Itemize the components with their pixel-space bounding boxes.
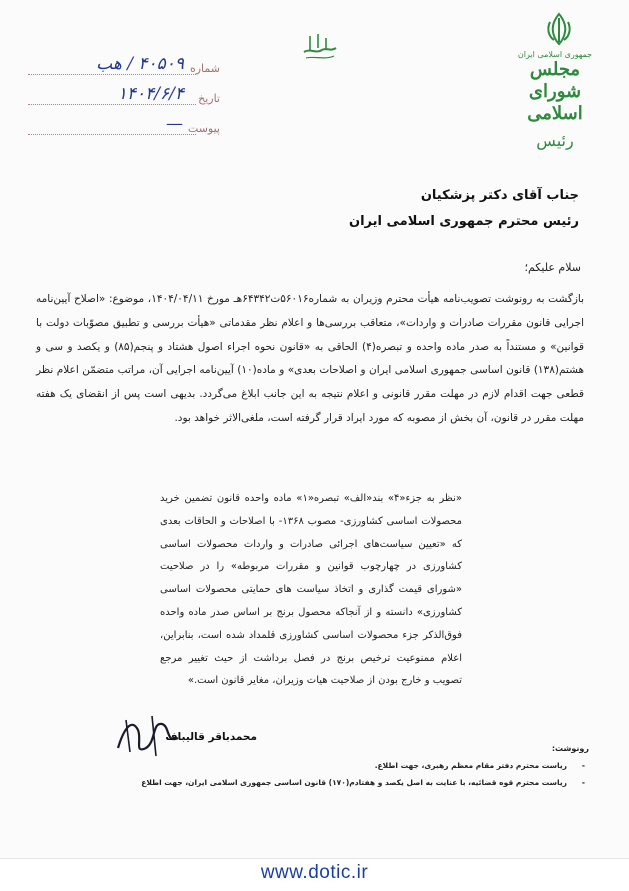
meta-attachment-row — [20, 116, 220, 146]
meta-date-row — [20, 86, 220, 116]
cc-item: - ریاست محترم دفتر مقام معظم رهبری، جهت اطلاع. — [29, 757, 589, 774]
meta-number-dots — [28, 74, 196, 75]
quoted-opinion: «نظر به جزء«۴» بند«الف» تبصره«۱» ماده واحده قانون تضمین خرید محصولات اساسی کشاورزی- مصوب ۱۳۶۸- با اصلاحات و الحاقات بعدی که «تعیین سیاست‌های اجرائی صادرات و واردات محصولات اساسی کشاورزی در چهارچوب قوانین و مقررات مربوطه» را در صلاحیت «شورای قیمت گذاری و اتخاذ سیاست های حمایتی محصولات اساسی کشاورزی» دانسته و از آنجاکه محصول برنج بر اساس صدر ماده واحده فوق‌الذکر جزء محصولات اساسی کشاورزی قلمداد شده است، بنابراین، اعلام ممنوعیت ترخیص برنج در فصل برداشت از حیث تغییر مرجع تصویب و خارج بودن از صلاحیت هیات وزیران، مغایر قانون است.» — [160, 493, 462, 687]
letterhead-office: رئیس — [536, 131, 574, 150]
cc-item: - ریاست محترم قوه قضائیه، با عنایت به اصل یکصد و هفتادم(۱۷۰) قانون اساسی جمهوری اسلامی ایران، جهت اطلاع — [29, 774, 589, 791]
letterhead — [505, 50, 605, 150]
carbon-copy-section — [29, 744, 589, 791]
meta-date-value: ۱۴۰۴/۶/۴ — [117, 84, 184, 104]
meta-date-dots — [28, 104, 196, 105]
meta-date-label: تاریخ — [198, 92, 220, 105]
letter-body: بازگشت به رونوشت تصویب‌نامه هیأت محترم وزیران به شماره۵۶۰۱۶ت۶۴۳۴۲هـ مورخ ۱۴۰۴/۰۴/۱۱، موضوع: «اصلاح آیین‌نامه اجرایی قانون مقررات صادرات و واردات»، متعاقب بررسی‌ها و اعلام نظر مقدماتی «هیأت بررسی و تطبیق مصوّبات دولت با قوانین» و مستنداً به صدر ماده واحده و تبصره(۴) الحاقی به «قانون نحوه اجراء اصول هشتاد و پنجم(۸۵) و یکصد و سی و هشتم(۱۳۸) قانون اساسی جمهوری اسلامی ایران و اصلاحات بعدی» و ماده(۱۰) آیین‌نامه اجرایی آن، مراتب متضمّن اعلام نظر قطعی جهت اقدام لازم در مهلت مقرر قانونی و اعلام نتیجه به این جانب ابلاغ می‌گردد. بدیهی است پس از انقضای یک هفته مهلت مقرر در قانون، آن بخش از مصوبه که مورد ایراد قرار گرفته است، ملغی‌الاثر خواهد بود. — [36, 293, 585, 424]
meta-number-value: ۴۰۵۰۹ / هب — [96, 54, 184, 74]
meta-attachment-dots — [28, 134, 196, 135]
meta-attachment-value: — — [166, 114, 184, 134]
meta-number-row — [20, 56, 220, 86]
cc-heading: رونوشت: — [551, 744, 589, 753]
meta-attachment-label: پیوست — [187, 122, 220, 135]
iran-emblem-icon — [544, 12, 574, 46]
footer-url-link[interactable]: www.dotic.ir — [260, 862, 369, 883]
salutation: سلام علیکم؛ — [524, 261, 581, 274]
addressee-line2: رئیس محترم جمهوری اسلامی ایران — [349, 214, 579, 229]
letterhead-org-name: مجلس شورای اسلامی — [527, 59, 583, 124]
addressee-line1: جناب آقای دکتر پزشکیان — [420, 188, 579, 203]
signer-name: محمدباقر قالیباف — [165, 731, 257, 743]
bismillah-calligraphy-icon — [300, 30, 340, 62]
letter-meta — [20, 56, 220, 146]
meta-number-label: شماره — [189, 62, 220, 75]
letterhead-country: جمهوری اسلامی ایران — [517, 50, 593, 59]
